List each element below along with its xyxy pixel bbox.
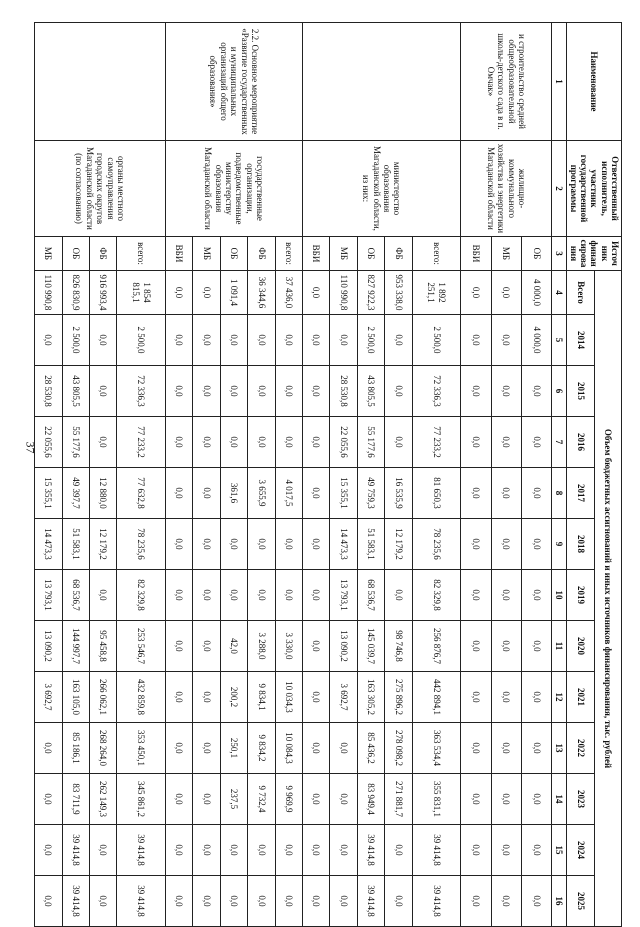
cell-value: 0,0 (521, 570, 551, 621)
cell-value: 3 288,0 (248, 621, 275, 672)
cell-value: 0,0 (220, 366, 247, 417)
cell-value: 145 039,7 (357, 621, 384, 672)
cell-value: 3 692,7 (330, 672, 357, 723)
cell-value: 0,0 (34, 315, 62, 366)
cell-value: 0,0 (521, 825, 551, 876)
cell-value: 0,0 (302, 723, 329, 774)
cell-value: 39 414,8 (117, 876, 166, 927)
cell-value: 0,0 (385, 876, 412, 927)
cell-source: ФБ (248, 237, 275, 271)
cell-value: 0,0 (89, 417, 116, 468)
table-row (275, 23, 302, 927)
cell-value: 0,0 (275, 366, 302, 417)
cell-value: 14 473,3 (330, 519, 357, 570)
cell-value: 0,0 (461, 774, 491, 825)
cell-value: 110 990,8 (34, 271, 62, 315)
cell-source: всего: (412, 237, 461, 271)
cell-value: 0,0 (461, 315, 491, 366)
cell-value: 39 414,8 (412, 876, 461, 927)
cell-value: 51 583,1 (62, 519, 89, 570)
cell-value: 0,0 (248, 366, 275, 417)
cell-value: 0,0 (248, 570, 275, 621)
cell-value: 55 177,6 (357, 417, 384, 468)
cell-source: ФБ (385, 237, 412, 271)
cell-value: 0,0 (302, 570, 329, 621)
cell-value: 0,0 (302, 825, 329, 876)
cell-value: 28 530,8 (34, 366, 62, 417)
cell-value: 345 861,2 (117, 774, 166, 825)
cell-value: 9 969,9 (275, 774, 302, 825)
column-number: 11 (552, 621, 567, 672)
cell-value: 953 338,0 (385, 271, 412, 315)
cell-value: 85 186,1 (62, 723, 89, 774)
cell-value: 0,0 (220, 417, 247, 468)
cell-value: 9 834,2 (248, 723, 275, 774)
cell-value: 0,0 (461, 366, 491, 417)
cell-value: 0,0 (385, 417, 412, 468)
cell-value: 0,0 (302, 468, 329, 519)
cell-value: 253 546,7 (117, 621, 166, 672)
cell-value: 0,0 (491, 417, 521, 468)
cell-value: 1 091,4 (220, 271, 247, 315)
cell-value: 0,0 (461, 519, 491, 570)
cell-value: 110 990,8 (330, 271, 357, 315)
column-number: 12 (552, 672, 567, 723)
cell-name (302, 23, 460, 141)
cell-value: 0,0 (89, 825, 116, 876)
cell-value: 0,0 (521, 417, 551, 468)
cell-value: 0,0 (461, 876, 491, 927)
cell-value: 12 880,0 (89, 468, 116, 519)
cell-value: 0,0 (275, 315, 302, 366)
cell-value: 42,0 (220, 621, 247, 672)
cell-value: 0,0 (275, 825, 302, 876)
cell-value: 0,0 (275, 876, 302, 927)
cell-source: всего: (117, 237, 166, 271)
header-year: 2021 (567, 672, 594, 723)
cell-source: ОБ (220, 237, 247, 271)
cell-value: 256 876,7 (412, 621, 461, 672)
cell-value: 2 500,0 (357, 315, 384, 366)
cell-value: 0,0 (302, 417, 329, 468)
cell-value: 278 098,2 (385, 723, 412, 774)
cell-value: 0,0 (193, 723, 220, 774)
cell-source: ВБИ (302, 237, 329, 271)
cell-value: 0,0 (330, 825, 357, 876)
cell-value: 163 305,2 (357, 672, 384, 723)
column-number: 16 (552, 876, 567, 927)
cell-value: 0,0 (275, 519, 302, 570)
cell-value: 4 000,0 (521, 315, 551, 366)
cell-value: 28 530,8 (330, 366, 357, 417)
cell-value: 0,0 (330, 315, 357, 366)
cell-value: 4 000,0 (521, 271, 551, 315)
column-number: 13 (552, 723, 567, 774)
cell-value: 0,0 (34, 723, 62, 774)
cell-value: 0,0 (34, 774, 62, 825)
cell-value: 49 397,7 (62, 468, 89, 519)
header-total: Всего (567, 271, 594, 315)
cell-value: 77 233,2 (117, 417, 166, 468)
cell-value: 363 534,4 (412, 723, 461, 774)
cell-value: 0,0 (220, 825, 247, 876)
cell-value: 237,5 (220, 774, 247, 825)
column-number: 8 (552, 468, 567, 519)
cell-value: 0,0 (193, 315, 220, 366)
cell-value: 200,2 (220, 672, 247, 723)
cell-value: 2 500,0 (412, 315, 461, 366)
cell-value: 0,0 (491, 621, 521, 672)
cell-value: 2 500,0 (117, 315, 166, 366)
cell-value: 0,0 (491, 876, 521, 927)
header-year: 2025 (567, 876, 594, 927)
cell-value: 0,0 (193, 672, 220, 723)
column-number: 6 (552, 366, 567, 417)
cell-value: 0,0 (330, 876, 357, 927)
cell-value: 271 881,7 (385, 774, 412, 825)
cell-value: 0,0 (166, 417, 193, 468)
column-number: 14 (552, 774, 567, 825)
cell-value: 3 655,9 (248, 468, 275, 519)
cell-value: 0,0 (302, 366, 329, 417)
cell-value: 826 830,9 (62, 271, 89, 315)
cell-value: 43 805,5 (62, 366, 89, 417)
cell-value: 0,0 (220, 519, 247, 570)
cell-value: 98 746,8 (385, 621, 412, 672)
cell-responsible: государственные организации, подведомственные министерству образования Магаданской области (166, 141, 303, 237)
cell-value: 0,0 (461, 468, 491, 519)
cell-value: 55 177,6 (62, 417, 89, 468)
cell-value: 0,0 (491, 366, 521, 417)
cell-value: 81 650,3 (412, 468, 461, 519)
cell-source: ОБ (357, 237, 384, 271)
cell-value: 353 450,1 (117, 723, 166, 774)
cell-value: 0,0 (193, 621, 220, 672)
cell-value: 0,0 (248, 417, 275, 468)
cell-value: 68 536,7 (62, 570, 89, 621)
column-number: 15 (552, 825, 567, 876)
cell-value: 0,0 (220, 315, 247, 366)
header-year: 2024 (567, 825, 594, 876)
cell-value: 10 034,3 (275, 672, 302, 723)
cell-value: 51 583,1 (357, 519, 384, 570)
cell-value: 0,0 (89, 570, 116, 621)
table-row (521, 23, 551, 927)
cell-value: 266 062,1 (89, 672, 116, 723)
cell-value: 0,0 (521, 621, 551, 672)
cell-value: 0,0 (193, 876, 220, 927)
cell-source: ВБИ (166, 237, 193, 271)
rotated-page (43, 22, 622, 917)
cell-value: 43 805,5 (357, 366, 384, 417)
cell-value: 83 949,4 (357, 774, 384, 825)
cell-value: 0,0 (34, 825, 62, 876)
cell-source: ОБ (62, 237, 89, 271)
cell-value: 0,0 (166, 825, 193, 876)
cell-value: 72 336,3 (117, 366, 166, 417)
cell-value: 0,0 (193, 825, 220, 876)
cell-source: МБ (330, 237, 357, 271)
cell-value: 0,0 (302, 774, 329, 825)
cell-value: 0,0 (385, 570, 412, 621)
cell-value: 0,0 (461, 672, 491, 723)
cell-value: 0,0 (166, 271, 193, 315)
cell-name (34, 23, 165, 141)
cell-value: 0,0 (461, 723, 491, 774)
cell-value: 0,0 (193, 271, 220, 315)
cell-value: 0,0 (166, 366, 193, 417)
cell-value: 0,0 (302, 519, 329, 570)
cell-value: 13 793,1 (34, 570, 62, 621)
cell-value: 432 859,8 (117, 672, 166, 723)
cell-name: 2.2. Основное мероприятие «Развитие государственных и муниципальных организаций общего образования» (166, 23, 303, 141)
cell-source: ВБИ (461, 237, 491, 271)
cell-value: 49 759,3 (357, 468, 384, 519)
financing-table (34, 22, 622, 927)
cell-value: 0,0 (491, 774, 521, 825)
cell-value: 268 264,0 (89, 723, 116, 774)
cell-value: 0,0 (89, 876, 116, 927)
cell-value: 39 414,8 (357, 825, 384, 876)
column-number: 4 (552, 271, 567, 315)
cell-responsible: жилищно-коммунального хозяйства и энергетики Магаданской области (461, 141, 552, 237)
cell-value: 0,0 (461, 570, 491, 621)
cell-name: и строительство средней общеобразовательной школы-детского сада в п. Омчак» (461, 23, 552, 141)
header-year: 2017 (567, 468, 594, 519)
cell-value: 15 355,1 (330, 468, 357, 519)
cell-value: 827 922,3 (357, 271, 384, 315)
cell-value: 355 831,1 (412, 774, 461, 825)
cell-value: 144 997,7 (62, 621, 89, 672)
cell-source: МБ (491, 237, 521, 271)
cell-value: 0,0 (275, 417, 302, 468)
header-year: 2023 (567, 774, 594, 825)
cell-value: 0,0 (330, 774, 357, 825)
cell-value: 442 894,1 (412, 672, 461, 723)
cell-value: 0,0 (220, 570, 247, 621)
cell-value: 0,0 (248, 876, 275, 927)
cell-value: 0,0 (521, 876, 551, 927)
header-name: Наименование (567, 23, 622, 141)
cell-value: 275 896,2 (385, 672, 412, 723)
cell-value: 9 834,1 (248, 672, 275, 723)
cell-value: 13 793,1 (330, 570, 357, 621)
cell-source: ОБ (521, 237, 551, 271)
cell-value: 361,6 (220, 468, 247, 519)
cell-value: 0,0 (248, 825, 275, 876)
table-body (34, 23, 551, 927)
cell-source: всего: (275, 237, 302, 271)
cell-value: 3 692,7 (34, 672, 62, 723)
cell-value: 16 535,9 (385, 468, 412, 519)
cell-value: 0,0 (166, 315, 193, 366)
cell-value: 0,0 (521, 672, 551, 723)
cell-value: 0,0 (302, 271, 329, 315)
cell-value: 0,0 (521, 366, 551, 417)
cell-value: 77 233,2 (412, 417, 461, 468)
cell-value: 10 084,3 (275, 723, 302, 774)
cell-value: 0,0 (193, 417, 220, 468)
cell-responsible: органы местного самоуправления городских округов Магаданской области (по согласованию) (34, 141, 165, 237)
cell-value: 9 732,4 (248, 774, 275, 825)
column-number: 3 (552, 237, 567, 271)
cell-responsible: министерство образования Магаданской области, из них: (302, 141, 460, 237)
cell-value: 0,0 (385, 366, 412, 417)
cell-value: 95 458,8 (89, 621, 116, 672)
cell-value: 0,0 (491, 672, 521, 723)
cell-value: 83 711,9 (62, 774, 89, 825)
cell-value: 0,0 (461, 271, 491, 315)
header-source: Источник финансирования (567, 237, 622, 271)
cell-value: 163 105,0 (62, 672, 89, 723)
cell-value: 0,0 (521, 468, 551, 519)
cell-value: 0,0 (166, 774, 193, 825)
cell-value: 0,0 (521, 774, 551, 825)
cell-value: 0,0 (34, 876, 62, 927)
cell-value: 0,0 (491, 570, 521, 621)
cell-value: 13 090,2 (330, 621, 357, 672)
cell-value: 36 344,6 (248, 271, 275, 315)
cell-value: 0,0 (166, 672, 193, 723)
header-budget: Объем бюджетных ассигнований и иных источников финансирования, тыс. рублей (594, 271, 621, 927)
cell-value: 1 892 251,1 (412, 271, 461, 315)
cell-value: 13 090,2 (34, 621, 62, 672)
header-year: 2019 (567, 570, 594, 621)
cell-value: 39 414,8 (117, 825, 166, 876)
header-year: 2014 (567, 315, 594, 366)
cell-value: 0,0 (248, 315, 275, 366)
cell-value: 0,0 (166, 723, 193, 774)
cell-value: 39 414,8 (412, 825, 461, 876)
cell-value: 0,0 (166, 570, 193, 621)
table-row (117, 23, 166, 927)
cell-value: 0,0 (166, 876, 193, 927)
cell-value: 12 179,2 (89, 519, 116, 570)
cell-value: 2 500,0 (62, 315, 89, 366)
cell-value: 3 330,0 (275, 621, 302, 672)
header-year: 2022 (567, 723, 594, 774)
header-year: 2018 (567, 519, 594, 570)
cell-value: 0,0 (193, 570, 220, 621)
cell-value: 82 329,8 (412, 570, 461, 621)
cell-source: МБ (34, 237, 62, 271)
cell-value: 0,0 (385, 825, 412, 876)
cell-value: 0,0 (385, 315, 412, 366)
header-year: 2020 (567, 621, 594, 672)
cell-value: 4 017,5 (275, 468, 302, 519)
cell-value: 916 993,4 (89, 271, 116, 315)
cell-value: 0,0 (248, 519, 275, 570)
cell-value: 77 632,8 (117, 468, 166, 519)
column-number: 5 (552, 315, 567, 366)
cell-value: 0,0 (89, 366, 116, 417)
cell-value: 37 436,0 (275, 271, 302, 315)
cell-value: 22 055,6 (34, 417, 62, 468)
column-number: 2 (552, 141, 567, 237)
cell-value: 0,0 (302, 876, 329, 927)
cell-value: 0,0 (193, 774, 220, 825)
column-number: 9 (552, 519, 567, 570)
page-number: 37 (23, 441, 38, 454)
cell-value: 0,0 (220, 876, 247, 927)
cell-value: 78 235,6 (412, 519, 461, 570)
cell-value: 0,0 (491, 315, 521, 366)
cell-value: 82 329,8 (117, 570, 166, 621)
cell-value: 0,0 (166, 621, 193, 672)
cell-value: 0,0 (193, 519, 220, 570)
cell-source: ФБ (89, 237, 116, 271)
cell-value: 0,0 (302, 672, 329, 723)
cell-value: 0,0 (166, 468, 193, 519)
cell-value: 12 179,2 (385, 519, 412, 570)
cell-value: 0,0 (491, 825, 521, 876)
cell-source: МБ (193, 237, 220, 271)
cell-value: 0,0 (521, 723, 551, 774)
cell-value: 15 355,1 (34, 468, 62, 519)
cell-value: 0,0 (89, 315, 116, 366)
cell-value: 0,0 (330, 723, 357, 774)
table-row (412, 23, 461, 927)
cell-value: 68 536,7 (357, 570, 384, 621)
cell-value: 14 473,3 (34, 519, 62, 570)
cell-value: 262 149,3 (89, 774, 116, 825)
cell-value: 0,0 (166, 519, 193, 570)
cell-value: 0,0 (461, 417, 491, 468)
cell-value: 0,0 (302, 315, 329, 366)
cell-value: 0,0 (491, 468, 521, 519)
cell-value: 0,0 (521, 519, 551, 570)
cell-value: 78 235,6 (117, 519, 166, 570)
cell-value: 0,0 (193, 366, 220, 417)
cell-value: 0,0 (461, 825, 491, 876)
cell-value: 0,0 (491, 723, 521, 774)
header-year: 2015 (567, 366, 594, 417)
cell-value: 0,0 (302, 621, 329, 672)
cell-value: 1 854 815,1 (117, 271, 166, 315)
column-number: 10 (552, 570, 567, 621)
column-number: 7 (552, 417, 567, 468)
cell-value: 22 055,6 (330, 417, 357, 468)
cell-value: 72 336,3 (412, 366, 461, 417)
header-responsible: Ответственный исполнитель, участник государственной программы (567, 141, 622, 237)
cell-value: 0,0 (491, 271, 521, 315)
cell-value: 39 414,8 (62, 825, 89, 876)
cell-value: 39 414,8 (62, 876, 89, 927)
cell-value: 39 414,8 (357, 876, 384, 927)
column-number-row (552, 23, 567, 927)
cell-value: 0,0 (461, 621, 491, 672)
cell-value: 0,0 (491, 519, 521, 570)
header-year: 2016 (567, 417, 594, 468)
cell-value: 250,1 (220, 723, 247, 774)
cell-value: 85 436,2 (357, 723, 384, 774)
cell-value: 0,0 (275, 570, 302, 621)
cell-value: 0,0 (193, 468, 220, 519)
column-number: 1 (552, 23, 567, 141)
